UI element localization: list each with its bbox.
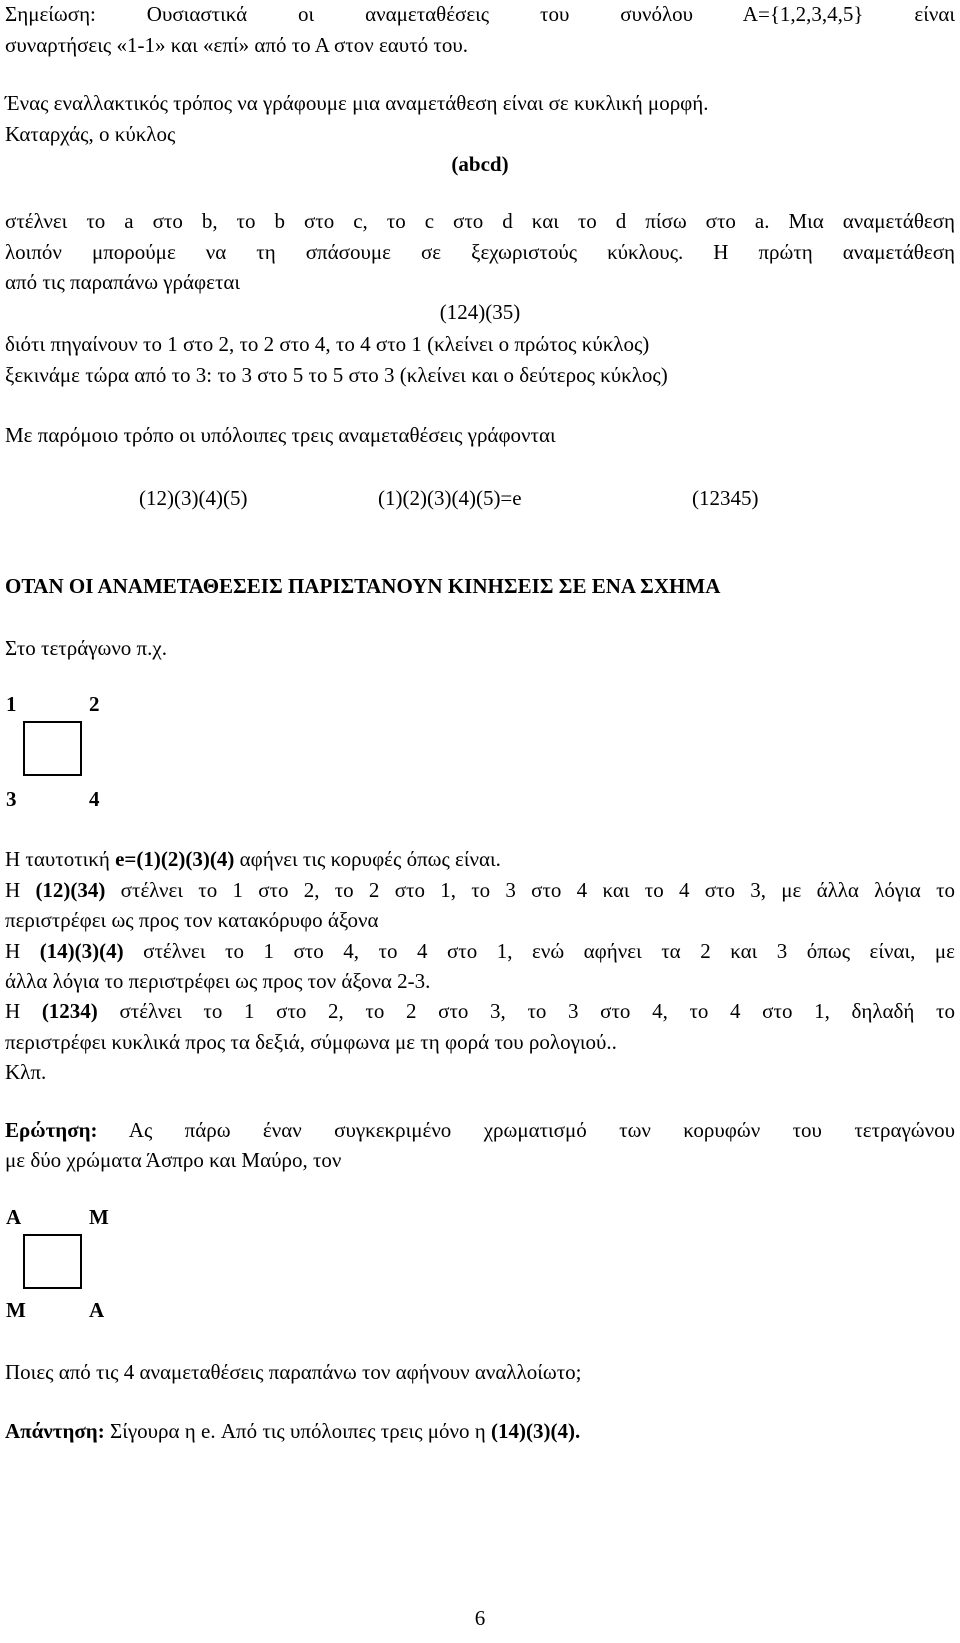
question-line-1: Ερώτηση: Ας πάρω έναν συγκεκριμένο χρωματισμό των κορυφών του τετραγώνου (5, 1118, 955, 1142)
cyclic-line-1: Ένας εναλλακτικός τρόπος να γράφουμε μια αναμετάθεση είναι σε κυκλική μορφή. (5, 91, 709, 115)
color-label-bottom-right: Α (89, 1298, 105, 1322)
cyclic-line-5: από τις παραπάνω γράφεται (5, 270, 241, 294)
colored-square-shape (23, 1234, 82, 1289)
cycle-3: (12345) (692, 486, 759, 510)
color-label-bottom-left: Μ (6, 1298, 26, 1322)
cycle-2: (1)(2)(3)(4)(5)=e (378, 486, 522, 510)
square-shape (23, 721, 82, 776)
note-line-1: Σημείωση: Ουσιαστικά οι αναμεταθέσεις του συνόλου Α={1,2,3,4,5} είναι (5, 2, 955, 26)
cyclic-line-7: ξεκινάμε τώρα από το 3: το 3 στο 5 το 5 στο 3 (κλείνει και ο δεύτερος κύκλος) (5, 363, 668, 387)
identity-line: Η ταυτοτική e=(1)(2)(3)(4) αφήνει τις κορυφές όπως είναι. (5, 847, 501, 871)
cycle-formula: (abcd) (451, 152, 509, 176)
question-line-2: με δύο χρώματα Άσπρο και Μαύρο, τον (5, 1148, 342, 1172)
vertex-label-top-left: 1 (6, 692, 17, 716)
vertex-label-bottom-right: 4 (89, 787, 100, 811)
color-label-top-left: Α (6, 1205, 22, 1229)
perm-1234-line-2: περιστρέφει κυκλικά προς τα δεξιά, σύμφωνα με τη φορά του ρολογιού.. (5, 1030, 617, 1054)
cycle-1: (12)(3)(4)(5) (139, 486, 248, 510)
vertex-label-top-right: 2 (89, 692, 100, 716)
color-label-top-right: Μ (89, 1205, 109, 1229)
etc-line: Κλπ. (5, 1060, 47, 1084)
vertex-label-bottom-left: 3 (6, 787, 17, 811)
cyclic-line-3: στέλνει το a στο b, το b στο c, το c στο d και το d πίσω στο a. Μια αναμετάθεση (5, 209, 955, 233)
cyclic-line-6: διότι πηγαίνουν το 1 στο 2, το 2 στο 4, το 4 στο 1 (κλείνει ο πρώτος κύκλος) (5, 332, 650, 356)
others-intro: Με παρόμοιο τρόπο οι υπόλοιπες τρεις αναμεταθέσεις γράφονται (5, 423, 556, 447)
cyclic-line-4: λοιπόν μπορούμε να τη σπάσουμε σε ξεχωριστούς κύκλους. Η πρώτη αναμετάθεση (5, 240, 955, 264)
perm-1234-line: Η (1234) στέλνει το 1 στο 2, το 2 στο 3, το 3 στο 4, το 4 στο 1, δηλαδή το (5, 999, 955, 1023)
note-line-2: συναρτήσεις «1-1» και «επί» από το Α στον εαυτό του. (5, 33, 468, 57)
permutation-cycles-row (0, 484, 960, 512)
cycle-formula-2: (124)(35) (439, 300, 521, 324)
section-heading: ΟΤΑΝ ΟΙ ΑΝΑΜΕΤΑΘΕΣΕΙΣ ΠΑΡΙΣΤΑΝΟΥΝ ΚΙΝΗΣΕΙΣ ΣΕ ΕΝΑ ΣΧΗΜΑ (5, 574, 721, 598)
question-2: Ποιες από τις 4 αναμεταθέσεις παραπάνω τον αφήνουν αναλλοίωτο; (5, 1360, 582, 1384)
square-intro: Στο τετράγωνο π.χ. (5, 636, 167, 660)
cyclic-line-2: Καταρχάς, ο κύκλος (5, 122, 176, 146)
answer-line: Απάντηση: Σίγουρα η e. Από τις υπόλοιπες τρεις μόνο η (14)(3)(4). (5, 1419, 581, 1443)
perm-14-line: Η (14)(3)(4) στέλνει το 1 στο 4, το 4 στο 1, ενώ αφήνει τα 2 και 3 όπως είναι, με (5, 939, 955, 963)
perm-12-34-line: Η (12)(34) στέλνει το 1 στο 2, το 2 στο 1, το 3 στο 4 και το 4 στο 3, με άλλα λόγια το (5, 878, 956, 902)
perm-12-34-line-2: περιστρέφει ως προς τον κατακόρυφο άξονα (5, 908, 379, 932)
page-number: 6 (474, 1606, 486, 1630)
perm-14-line-2: άλλα λόγια το περιστρέφει ως προς τον άξονα 2-3. (5, 969, 431, 993)
